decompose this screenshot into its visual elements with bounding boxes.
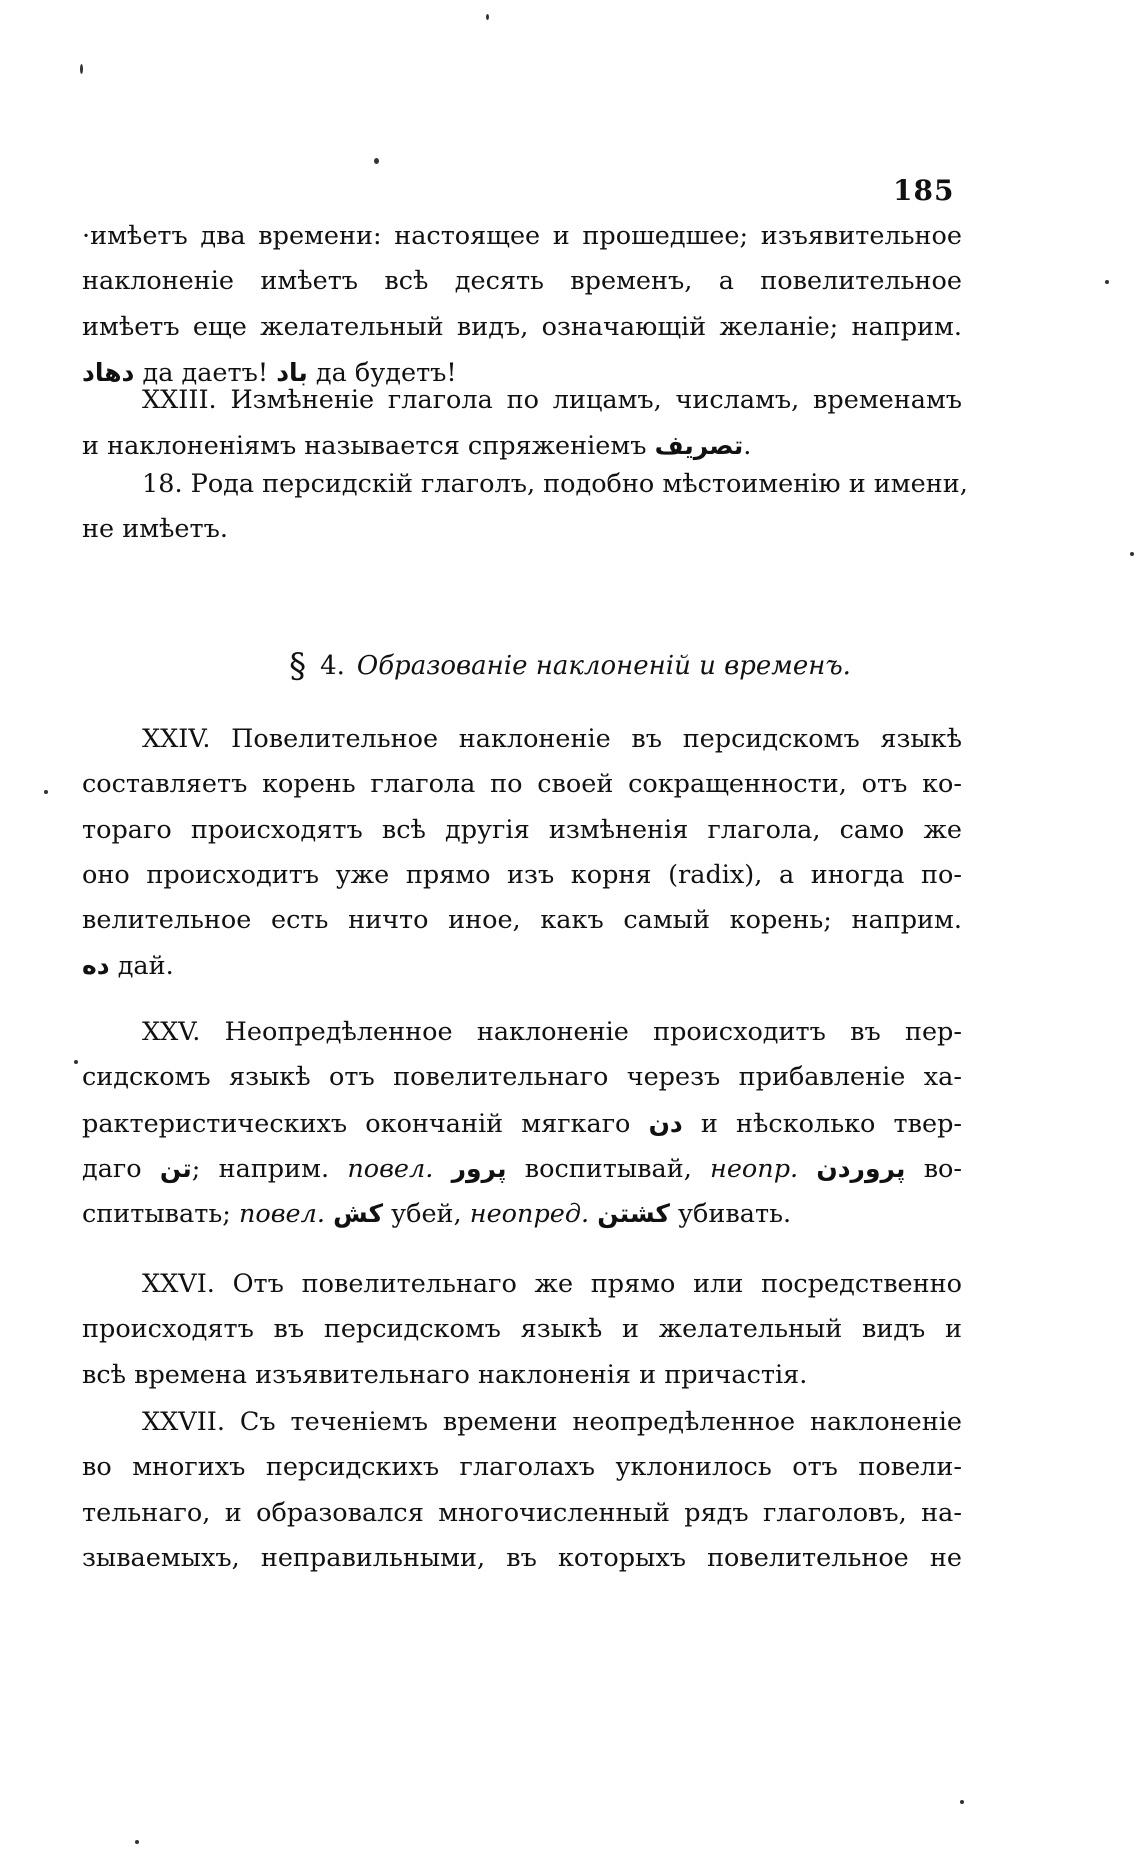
text-line: происходятъ въ персидскомъ языкѣ и желательный видъ и	[82, 1314, 962, 1345]
paragraph-xxvii	[82, 1400, 962, 1581]
text-line	[82, 1101, 962, 1146]
abbreviation: неопр.	[710, 1153, 799, 1184]
translation-text: дай.	[117, 951, 174, 982]
text-line: имѣетъ еще желательный видъ, означающій желаніе; наприм.	[82, 311, 962, 342]
paragraph-continuation	[82, 214, 962, 395]
text-line: оно происходитъ уже прямо изъ корня (radix), а иногда по-	[82, 859, 962, 890]
persian-word: کشتن	[597, 1199, 670, 1229]
section-sign: §	[289, 646, 307, 686]
scan-speck	[960, 1800, 964, 1804]
scan-speck	[135, 1840, 139, 1844]
persian-word: باد	[276, 357, 308, 387]
scan-speck	[80, 64, 83, 74]
text-fragment: ; наприм.	[191, 1153, 330, 1184]
text-fragment: спитывать;	[82, 1199, 231, 1230]
persian-word: دن	[648, 1108, 683, 1138]
text-fragment: убей,	[391, 1199, 462, 1230]
text-line: зываемыхъ, неправильными, въ которыхъ повелительное не	[82, 1542, 962, 1573]
persian-word: پرور	[451, 1153, 507, 1183]
text-fragment: убивать.	[678, 1199, 792, 1230]
persian-word: تن	[159, 1153, 192, 1183]
persian-word: دهاد	[82, 357, 135, 387]
text-line: наклоненіе имѣетъ всѣ десять временъ, а повелительное	[82, 266, 962, 297]
abbreviation: повел.	[347, 1153, 434, 1184]
punctuation: .	[743, 431, 752, 462]
abbreviation: неопред.	[469, 1199, 590, 1230]
text-line: ·имѣетъ два времени: настоящее и прошедшее; изъявительное	[82, 221, 962, 251]
translation-text: да даетъ!	[142, 357, 269, 388]
persian-word: کش	[333, 1199, 383, 1229]
text-line: составляетъ корень глагола по своей сокращенности, отъ ко-	[82, 769, 962, 800]
section-heading	[0, 646, 1140, 686]
scan-speck	[44, 790, 48, 794]
text-line: 18. Рода персидскій глаголъ, подобно мѣстоименію и имени,	[142, 469, 968, 499]
text-line	[82, 1146, 962, 1191]
section-number: 4.	[320, 651, 345, 681]
text-line: XXVII. Съ теченіемъ времени неопредѣленное наклоненіе	[142, 1407, 962, 1437]
scan-speck	[74, 1060, 78, 1064]
section-title: Образованіе наклоненій и временъ.	[356, 651, 851, 681]
text-fragment: во-	[923, 1153, 963, 1184]
example-line	[82, 943, 962, 988]
paragraph-xxv	[82, 1010, 962, 1236]
text-line: во многихъ персидскихъ глаголахъ уклонилось отъ повели-	[82, 1452, 962, 1483]
paragraph-18	[82, 462, 968, 553]
text-line: всѣ времена изъявительнаго наклоненія и причастія.	[82, 1359, 808, 1390]
paragraph-xxiv	[82, 717, 962, 989]
text-line: XXV. Неопредѣленное наклоненіе происходитъ въ пер-	[142, 1017, 962, 1047]
text-fragment: и нѣсколько твер-	[700, 1108, 963, 1139]
scan-speck	[1130, 552, 1134, 556]
text-line: XXVI. Отъ повелительнаго же прямо или посредственно	[142, 1269, 962, 1299]
text-fragment: воспитывай,	[524, 1153, 692, 1184]
text-line: XXIII. Измѣненіе глагола по лицамъ, числамъ, временамъ	[142, 385, 962, 415]
text-fragment: рактеристическихъ окончаній мягкаго	[82, 1108, 631, 1139]
translation-text: да будетъ!	[315, 357, 457, 388]
text-line: сидскомъ языкѣ отъ повелительнаго черезъ прибавленіе ха-	[82, 1062, 962, 1093]
text-line: велительное есть ничто иное, какъ самый корень; наприм.	[82, 905, 962, 936]
scan-speck	[1105, 280, 1109, 284]
text-line: XXIV. Повелительное наклоненіе въ персидскомъ языкѣ	[142, 724, 962, 754]
paragraph-xxiii	[82, 378, 962, 469]
text-line: тельнаго, и образовался многочисленный рядъ глаголовъ, на-	[82, 1497, 962, 1528]
scan-speck	[486, 14, 489, 20]
text-line: не имѣетъ.	[82, 514, 228, 545]
persian-word: پروردن	[816, 1153, 906, 1183]
text-fragment: даго	[82, 1153, 142, 1184]
text-fragment: и наклоненіямъ называется спряженіемъ	[82, 431, 647, 462]
scan-speck	[374, 158, 379, 164]
text-line	[82, 1191, 962, 1236]
paragraph-xxvi	[82, 1262, 962, 1398]
page-number: 185	[893, 174, 955, 207]
abbreviation: повел.	[238, 1199, 325, 1230]
persian-word: ده	[82, 951, 110, 981]
persian-word: تصريف	[654, 431, 744, 461]
text-line: тораго происходятъ всѣ другія измѣненія глагола, само же	[82, 814, 962, 845]
